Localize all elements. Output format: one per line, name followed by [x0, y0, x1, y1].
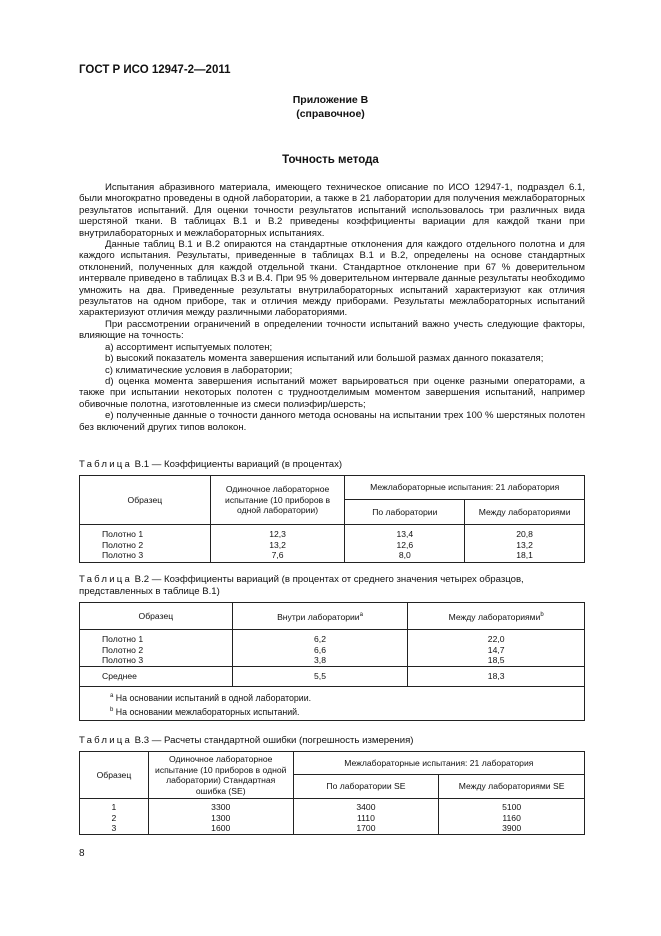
table2-caption-word: Таблица [79, 574, 133, 585]
table2-avg-within: 5,5 [232, 667, 408, 687]
table2-row-3-name: Полотно 3 [102, 655, 144, 665]
section-title: Точность метода [282, 154, 379, 166]
table1-row-1-name: Полотно 1 [102, 529, 144, 539]
table1-r3-between: 18,1 [516, 550, 533, 560]
table3-header-sample: Образец [80, 752, 149, 799]
table3-caption [79, 735, 587, 747]
table-cell [465, 525, 585, 563]
table1-r1-single: 12,3 [269, 529, 286, 539]
footnote-b [80, 703, 585, 720]
table3-r3-between: 3900 [502, 823, 522, 833]
table-2 [79, 602, 585, 721]
table2-row-2-name: Полотно 2 [102, 644, 144, 655]
table3-header-single: Одиночное лабораторное испытание (10 приборов в одной лаборатории) Стандартная ошибка (SE) [148, 752, 293, 799]
page-number: 8 [79, 848, 85, 859]
table-cell [210, 525, 345, 563]
table-cell [148, 799, 293, 835]
table1-r1-between: 20,8 [516, 529, 533, 539]
table2-header-within [232, 603, 408, 630]
table-cell [80, 799, 149, 835]
table1-caption [79, 459, 587, 471]
table-cell [439, 799, 585, 835]
table1-header-sample: Образец [80, 476, 211, 525]
table2-header-sample: Образец [80, 603, 233, 630]
table3-row-2-name: 2 [111, 812, 117, 823]
standard-designation: ГОСТ Р ИСО 12947-2—2011 [79, 64, 231, 76]
table3-header-inter: Межлабораторные испытания: 21 лаборатория [293, 752, 584, 775]
footnote-a-text: На основании испытаний в одной лаборатории. [115, 692, 312, 703]
footnote-b-mark: b [110, 707, 114, 714]
table3-r2-single: 1300 [211, 812, 231, 823]
table2-header-between [408, 603, 585, 630]
table3-header-by-lab: По лаборатории SE [293, 775, 439, 799]
table1-caption-word: Таблица [79, 459, 133, 470]
paragraph-2: Данные таблиц В.1 и В.2 опираются на стандартные отклонения для каждого отдельного полотна и для каждого испытания. Результаты, приведенные в таблицах В.1 и В.2, определены на основе стандартных отклонений, полученных для каждой отдельной ткани. Стандартное отклонение при 67 % доверительном интервале приведено в таблицах В.3 и В.4. При 95 % доверительном интервале данные результаты необходимо умножить на два. Приведенные результаты внутрилабораторных испытаний характеризуют как отличия результатов на одном приборе, так и отличия между приборами. Результаты межлабораторных испытаний характеризуют отличия между различными лабораториями. [79, 239, 585, 319]
table2-r2-between: 14,7 [487, 644, 505, 655]
table2-header-within-text: Внутри лаборатории [277, 611, 360, 622]
table1-row-2-name: Полотно 2 [102, 539, 144, 550]
table1-r2-by-lab: 12,6 [396, 539, 414, 550]
table2-r2-within: 6,6 [314, 644, 326, 655]
table1-header-between: Между лабораториями [465, 500, 585, 525]
table1-header-by-lab: По лаборатории [345, 500, 465, 525]
table3-r1-single: 3300 [211, 802, 231, 812]
list-item-a: a) ассортимент испытуемых полотен; [105, 341, 273, 353]
table-3 [79, 751, 585, 835]
table3-r1-by-lab: 3400 [356, 802, 376, 812]
table2-r1-between: 22,0 [487, 634, 505, 644]
table-cell [293, 799, 439, 835]
table2-row-1-name: Полотно 1 [102, 634, 144, 644]
table3-r2-by-lab: 1110 [357, 812, 375, 823]
table2-header-between-text: Между лабораториями [448, 611, 541, 622]
paragraph-3: При рассмотрении ограничений в определении точности испытаний важно учесть следующие факторы, влияющие на точность: [79, 318, 585, 342]
list-item-d: d) оценка момента завершения испытаний может варьироваться при оценке разными операторами, а также при испытании некоторых полотен с трудноотделимым моментом завершения испытаний, например обивочные полотна, изготовленные из смеси полиэфир/шерсть; [79, 375, 585, 410]
annex-kind: (справочное) [296, 108, 365, 120]
table1-header-inter: Межлабораторные испытания: 21 лаборатория [345, 476, 585, 500]
footnote-a-mark: a [110, 693, 114, 699]
list-item-e: e) полученные данные о точности данного метода основаны на испытании трех 100 % шерстяных полотен без включений других типов волокон. [79, 410, 585, 433]
table2-caption-text: В.2 — Коэффициенты вариаций (в процентах от среднего значения четырех образцов, представленных в таблице В.1) [79, 574, 524, 597]
table2-r3-within: 3,8 [314, 655, 326, 665]
table1-r2-single: 13,2 [269, 539, 286, 550]
table-cell [408, 630, 585, 667]
table1-r3-by-lab: 8,0 [398, 550, 411, 560]
table1-r1-by-lab: 13,4 [396, 529, 414, 539]
table3-header-between: Между лабораториями SE [439, 775, 585, 799]
table2-avg-label: Среднее [80, 667, 233, 687]
table-cell [80, 525, 211, 563]
table1-caption-text: В.1 — Коэффициенты вариаций (в процентах) [132, 459, 343, 470]
table1-header-single: Одиночное лабораторное испытание (10 приборов в одной лаборатории) [210, 476, 345, 525]
table3-caption-text: В.3 — Расчеты стандартной ошибки (погрешность измерения) [132, 735, 414, 746]
list-item-c: c) климатические условия в лаборатории; [105, 364, 293, 376]
table-1 [79, 475, 585, 563]
body-text [79, 182, 585, 433]
footnote-mark-a: a [359, 611, 363, 618]
table3-row-3-name: 3 [111, 823, 117, 833]
list-item-b: b) высокий показатель момента завершения испытаний или большой размах данного показателя; [105, 353, 544, 365]
footnote-mark-b: b [540, 611, 544, 618]
table2-r3-between: 18,5 [487, 655, 505, 665]
table3-r2-between: 1160 [502, 812, 521, 823]
footnote-b-text: На основании межлабораторных испытаний. [115, 707, 300, 718]
annex-title: Приложение В [292, 94, 369, 106]
table3-caption-word: Таблица [79, 735, 133, 746]
table1-r2-between: 13,2 [516, 539, 533, 550]
table1-row-3-name: Полотно 3 [102, 550, 144, 560]
table-cell [232, 630, 408, 667]
table3-row-1-name: 1 [111, 802, 117, 812]
table3-r1-between: 5100 [502, 802, 522, 812]
table3-r3-single: 1600 [211, 823, 231, 833]
table-cell [80, 630, 233, 667]
table3-r3-by-lab: 1700 [356, 823, 376, 833]
table2-caption [79, 574, 587, 597]
table-cell [345, 525, 465, 563]
table2-avg-between: 18,3 [408, 667, 585, 687]
paragraph-1: Испытания абразивного материала, имеющего техническое описание по ИСО 12947-1, подраздел 6.1, были многократно проведены в одной лаборатории, а также в 21 лаборатории для получения межлабораторных результатов испытаний. Для оценки точности результатов испытаний использовалось три различных вида шерстяной ткани. В таблицах В.1 и В.2 приведены коэффициенты вариации для каждой ткани при внутрилабораторных и межлабораторных испытаниях. [79, 182, 585, 239]
table1-r3-single: 7,6 [271, 550, 284, 560]
table2-r1-within: 6,2 [314, 634, 326, 644]
footnote-a [80, 687, 585, 704]
